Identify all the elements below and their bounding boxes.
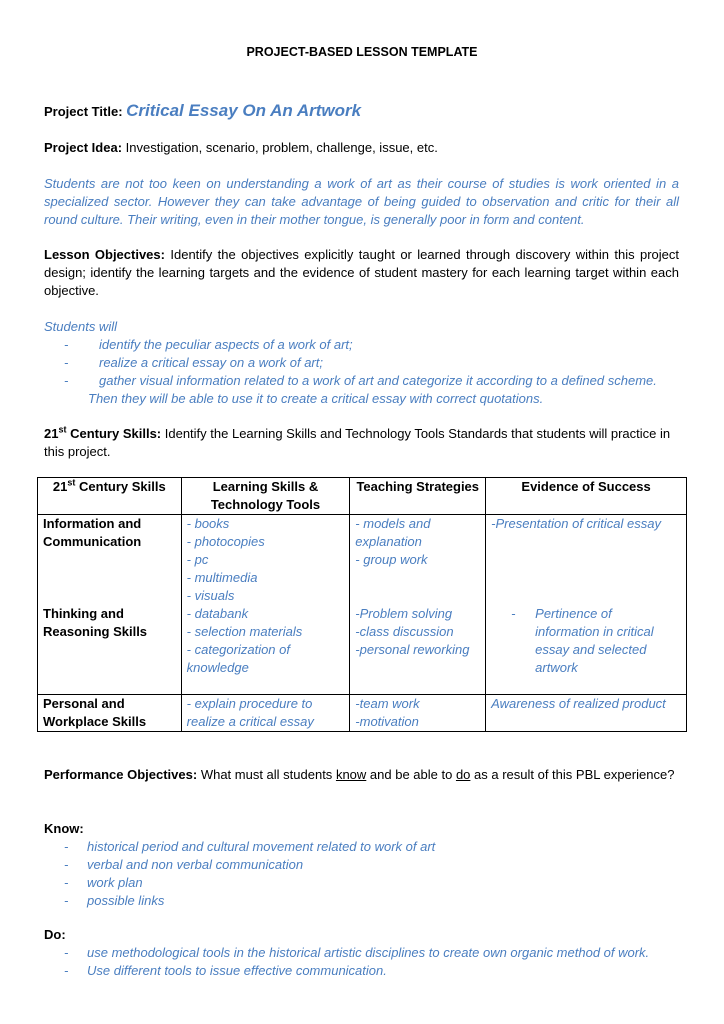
project-title-label: Project Title <box>44 104 119 119</box>
do-label: Do: <box>44 927 66 942</box>
objectives-list <box>44 336 684 408</box>
lesson-objectives-text: Identify the objectives explicitly taught or learned through discovery within this project design; identify the learning targets and the evidence of student mastery for each learning target within each objective. <box>44 247 679 298</box>
list-item: - use methodological tools in the historical artistic disciplines to create own organic method of work. <box>64 945 650 960</box>
lesson-objectives <box>44 246 679 300</box>
know-label: Know: <box>44 821 84 836</box>
table-cell: Personal and Workplace Skills <box>38 695 182 732</box>
project-title-value: Critical Essay On An Artwork <box>126 101 362 120</box>
doc-title: PROJECT-BASED LESSON TEMPLATE <box>246 45 478 59</box>
project-idea-text: Investigation, scenario, problem, challenge, issue, etc. <box>125 140 438 155</box>
table-header-row <box>38 478 687 515</box>
project-idea-label: Project Idea: <box>44 140 123 155</box>
table-cell: - models and explanation - group work -Problem solving -class discussion -personal reworking <box>350 515 486 695</box>
table-cell: - books - photocopies - pc - multimedia - visuals - databank - selection materials - categorization of knowledge <box>181 515 350 695</box>
list-item: - possible links <box>64 893 165 908</box>
table-cell: -Presentation of critical essay - Pertinence of information in critical essay and selected artwork <box>486 515 687 695</box>
list-item: - historical period and cultural movement related to work of art <box>64 839 436 854</box>
table-cell: Information and Communication Thinking and Reasoning Skills <box>38 515 182 695</box>
century-skills-label: 21st Century Skills: <box>44 424 162 441</box>
table-header: 21st Century Skills <box>38 478 182 515</box>
table-row <box>38 695 687 732</box>
list-item: - work plan <box>64 875 143 890</box>
list-item: - Use different tools to issue effective communication. <box>64 963 387 978</box>
list-item: - verbal and non verbal communication <box>64 857 304 872</box>
project-idea-answer: Students are not too keen on understanding a work of art as their course of studies is work oriented in a specialized sector. However they can take advantage of being guided to observation and critic for their all round culture. Their writing, even in their mother tongue, is generally poor in form and content. <box>44 176 679 227</box>
century-skills <box>44 425 679 461</box>
performance-objectives: Performance Objectives: What must all students know and be able to do as a result of this PBL experience? <box>44 767 675 782</box>
lesson-objectives-label: Lesson Objectives: <box>44 247 165 262</box>
objectives-intro: Students will <box>44 319 117 334</box>
performance-label: Performance Objectives: <box>44 767 198 782</box>
skills-table <box>37 477 687 732</box>
table-header: Teaching Strategies <box>350 478 486 515</box>
know-list <box>44 838 684 910</box>
project-title: Project Title: Critical Essay On An Artwork <box>44 101 362 120</box>
list-item: - identify the peculiar aspects of a work of art; <box>64 337 353 352</box>
table-cell: - explain procedure to realize a critical essay <box>181 695 350 732</box>
list-item: - gather visual information related to a work of art and categorize it according to a defined scheme. <box>64 373 657 388</box>
table-cell: -team work -motivation <box>350 695 486 732</box>
list-item-continuation: Then they will be able to use it to create a critical essay with correct quotations. <box>88 391 544 406</box>
table-cell: Awareness of realized product <box>486 695 687 732</box>
table-header: Evidence of Success <box>486 478 687 515</box>
table-row <box>38 515 687 695</box>
century-skills-text: Identify the Learning Skills and Technology Tools Standards that students will practice in this project. <box>44 426 671 459</box>
list-item: - realize a critical essay on a work of art; <box>64 355 323 370</box>
project-idea <box>44 139 679 157</box>
table-header: Learning Skills & Technology Tools <box>181 478 350 515</box>
do-list <box>44 944 684 980</box>
